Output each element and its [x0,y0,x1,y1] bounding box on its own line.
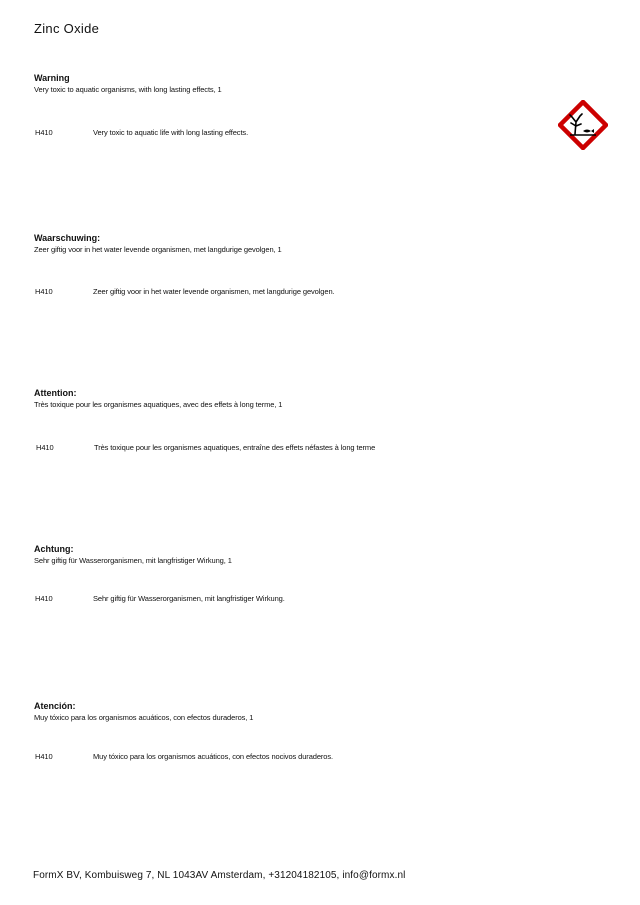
company-footer: FormX BV, Kombuisweg 7, NL 1043AV Amsterdam, +31204182105, info@formx.nl [33,870,406,881]
signal-word: Attention: [34,388,77,398]
hazard-summary: Muy tóxico para los organismos acuáticos, con efectos duraderos, 1 [34,713,254,722]
hazard-statement-row [35,593,285,604]
hazard-summary: Sehr giftig für Wasserorganismen, mit langfristiger Wirkung, 1 [34,556,232,565]
hazard-code: H410 [35,128,53,137]
hazard-statement: Très toxique pour les organismes aquatiques, entraîne des effets néfastes à long terme [94,443,376,452]
signal-word: Achtung: [34,544,74,554]
hazard-summary: Très toxique pour les organismes aquatiques, avec des effets à long terme, 1 [34,400,283,409]
hazard-statement-row [35,127,248,138]
hazard-code: H410 [35,752,53,761]
hazard-statement-row [35,751,333,762]
hazard-summary: Zeer giftig voor in het water levende organismen, met langdurige gevolgen, 1 [34,245,282,254]
hazard-code: H410 [35,287,53,296]
signal-word: Waarschuwing: [34,233,101,243]
signal-word: Atención: [34,701,76,711]
signal-word: Warning [34,73,70,83]
hazard-statement: Sehr giftig für Wasserorganismen, mit langfristiger Wirkung. [93,594,285,603]
hazard-code: H410 [35,594,53,603]
hazard-statement: Very toxic to aquatic life with long lasting effects. [93,128,249,137]
hazard-summary: Very toxic to aquatic organisms, with long lasting effects, 1 [34,85,222,94]
hazard-statement: Zeer giftig voor in het water levende organismen, met langdurige gevolgen. [93,287,335,296]
ghs09-environment-icon [558,100,608,150]
hazard-section-fr [34,387,614,452]
document-title: Zinc Oxide [34,21,100,36]
hazard-statement: Muy tóxico para los organismos acuáticos, con efectos nocivos duraderos. [93,752,334,761]
hazard-statement-row [35,286,335,297]
hazard-code: H410 [36,443,54,452]
hazard-statement-row [36,442,375,453]
hazard-section-de [34,543,614,603]
hazard-section-nl [34,232,614,296]
hazard-section-es [34,700,614,761]
hazard-section-en [34,72,614,137]
